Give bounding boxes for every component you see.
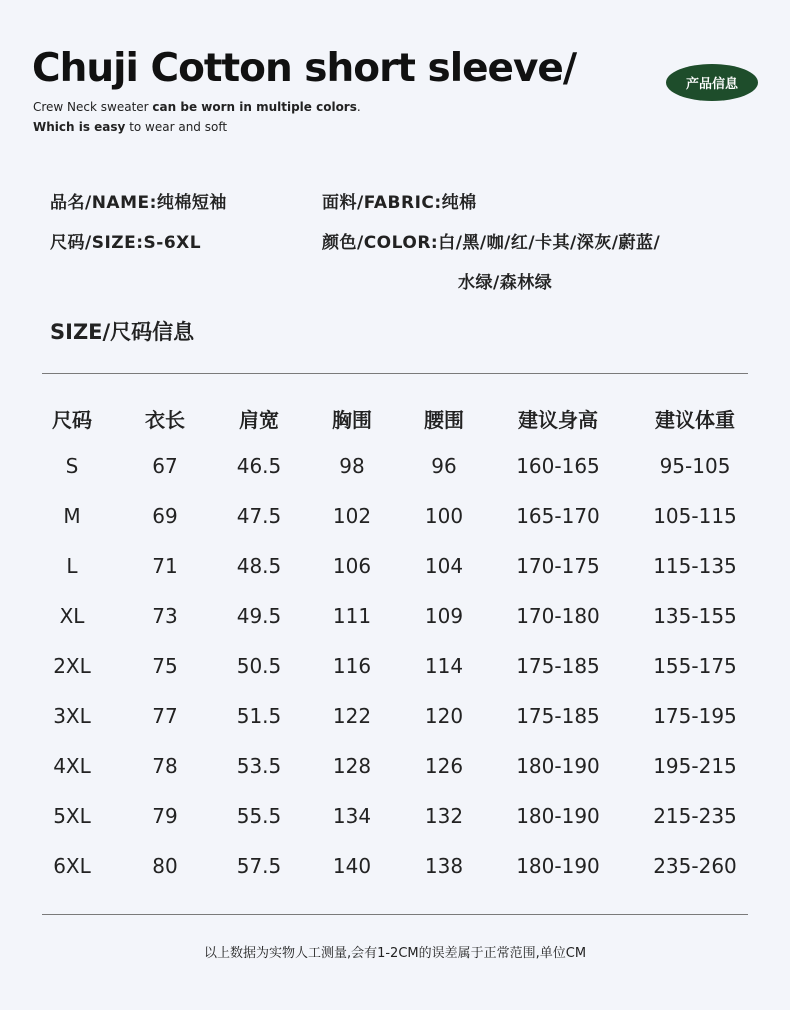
table-cell: 104 (424, 554, 464, 578)
table-cell: 48.5 (236, 554, 282, 578)
table-cell: 4XL (53, 754, 91, 778)
subtitle-line-1 (33, 100, 361, 114)
table-cell: 102 (332, 504, 372, 528)
table-cell: 80 (152, 854, 178, 878)
table-cell: 71 (152, 554, 178, 578)
table-cell: 114 (424, 654, 464, 678)
table-header-cell: 建议体重 (655, 408, 735, 432)
table-cell: 160-165 (516, 454, 600, 478)
info-size: 尺码/SIZE:S-6XL (50, 233, 202, 253)
table-cell: 105-115 (653, 504, 737, 528)
table-cell: 140 (332, 854, 372, 878)
table-cell: 95-105 (659, 454, 731, 478)
subtitle-line-2 (33, 120, 227, 134)
table-cell: 67 (152, 454, 178, 478)
table-cell: 106 (332, 554, 372, 578)
table-cell: 75 (152, 654, 178, 678)
table-cell: 128 (332, 754, 372, 778)
table-cell: 53.5 (236, 754, 282, 778)
table-header-cell: 衣长 (145, 408, 185, 432)
table-cell: 46.5 (236, 454, 282, 478)
table-header-cell: 腰围 (424, 408, 464, 432)
table-cell: 180-190 (516, 754, 600, 778)
page-title: Chuji Cotton short sleeve/ (32, 46, 577, 91)
table-cell: 120 (424, 704, 464, 728)
table-header-cell: 胸围 (332, 408, 372, 432)
table-cell: 50.5 (236, 654, 282, 678)
table-cell: 78 (152, 754, 178, 778)
subtitle-2-light: to wear and soft (125, 120, 228, 134)
table-cell: 5XL (53, 804, 91, 828)
table-cell: 180-190 (516, 854, 600, 878)
subtitle-1-light: Crew Neck sweater (33, 100, 153, 114)
table-cell: L (66, 554, 78, 578)
subtitle-1-bold: can be worn in multiple colors (152, 100, 357, 114)
measurement-note: 以上数据为实物人工测量,会有1-2CM的误差属于正常范围,单位CM (203, 946, 587, 961)
table-cell: 100 (424, 504, 464, 528)
table-cell: 55.5 (236, 804, 282, 828)
table-cell: 165-170 (516, 504, 600, 528)
table-cell: 235-260 (653, 854, 737, 878)
table-cell: XL (59, 604, 85, 628)
table-cell: 180-190 (516, 804, 600, 828)
table-top-divider (42, 373, 748, 374)
table-cell: 138 (424, 854, 464, 878)
table-cell: S (65, 454, 79, 478)
table-cell: 79 (152, 804, 178, 828)
table-cell: 126 (424, 754, 464, 778)
info-name: 品名/NAME:纯棉短袖 (50, 193, 227, 213)
table-cell: 170-175 (516, 554, 600, 578)
table-cell: 96 (431, 454, 457, 478)
table-cell: 98 (339, 454, 365, 478)
table-cell: 215-235 (653, 804, 737, 828)
table-cell: 195-215 (653, 754, 737, 778)
table-cell: 116 (332, 654, 372, 678)
table-cell: 77 (152, 704, 178, 728)
table-cell: 175-185 (516, 704, 600, 728)
table-cell: 2XL (53, 654, 91, 678)
table-cell: 3XL (53, 704, 91, 728)
table-header-cell: 尺码 (52, 408, 92, 432)
table-cell: 49.5 (236, 604, 282, 628)
table-header-cell: 肩宽 (239, 408, 279, 432)
subtitle-1-end: . (356, 100, 361, 114)
table-cell: 51.5 (236, 704, 282, 728)
table-cell: 57.5 (236, 854, 282, 878)
table-bottom-divider (42, 914, 748, 915)
info-color-continued: 水绿/森林绿 (458, 273, 553, 293)
table-cell: 109 (424, 604, 464, 628)
table-header-cell: 建议身高 (518, 408, 598, 432)
table-cell: 135-155 (653, 604, 737, 628)
info-color: 颜色/COLOR:白/黑/咖/红/卡其/深灰/蔚蓝/ (322, 233, 661, 253)
size-section-title: SIZE/尺码信息 (50, 320, 195, 344)
product-info-badge: 产品信息 (666, 64, 758, 101)
table-cell: 175-185 (516, 654, 600, 678)
table-cell: 73 (152, 604, 178, 628)
table-cell: 111 (332, 604, 372, 628)
info-fabric: 面料/FABRIC:纯棉 (322, 193, 477, 213)
table-cell: 170-180 (516, 604, 600, 628)
subtitle-2-bold: Which is easy (33, 120, 126, 134)
table-cell: 115-135 (653, 554, 737, 578)
table-cell: 6XL (53, 854, 91, 878)
table-cell: 69 (152, 504, 178, 528)
table-cell: M (63, 504, 81, 528)
table-cell: 155-175 (653, 654, 737, 678)
table-cell: 122 (332, 704, 372, 728)
table-cell: 47.5 (236, 504, 282, 528)
table-cell: 132 (424, 804, 464, 828)
table-cell: 175-195 (653, 704, 737, 728)
table-cell: 134 (332, 804, 372, 828)
